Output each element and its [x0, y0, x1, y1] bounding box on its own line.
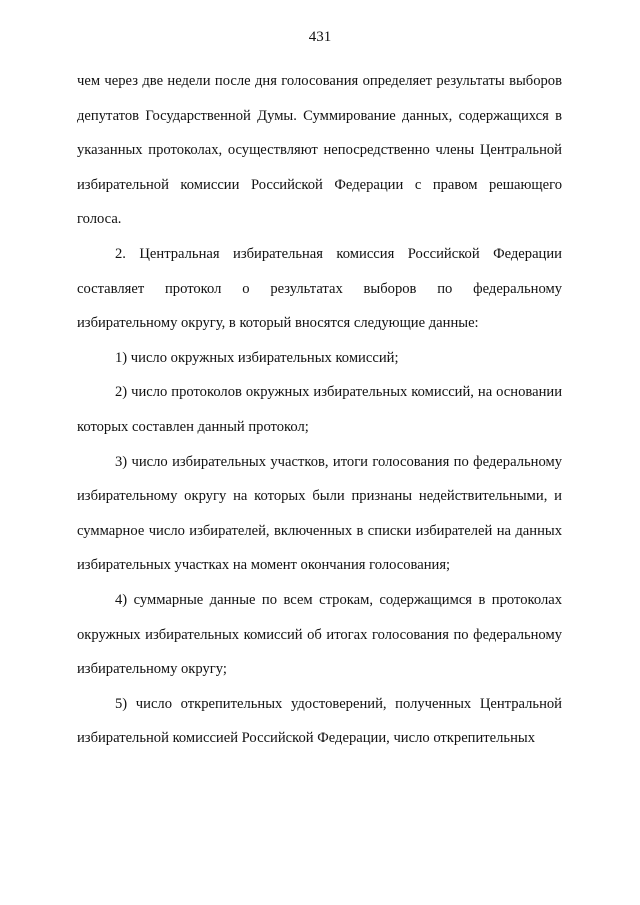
list-item-1: 1) число окружных избирательных комиссий;: [115, 349, 399, 366]
document-body: [77, 64, 562, 756]
list-item-2: 2) число протоколов окружных избирательных комиссий, на основании которых составлен данный протокол;: [77, 384, 562, 435]
paragraph-item-2: 2. Центральная избирательная комиссия Российской Федерации составляет протокол о результатах выборов по федеральному избирательному округу, в который вносятся следующие данные:: [77, 245, 562, 332]
page-number: 431: [308, 29, 332, 45]
list-item-5: 5) число открепительных удостоверений, полученных Центральной избирательной комиссией Российской Федерации, число открепительных: [77, 695, 562, 747]
list-item-3: 3) число избирательных участков, итоги голосования по федеральному избирательному округу на которых были признаны недействительными, и суммарное число избирателей, включенных в списки избирателей на данных избирательных участках на момент окончания голосования;: [77, 453, 562, 574]
list-item-4: 4) суммарные данные по всем строкам, содержащимся в протоколах окружных избирательных комиссий об итогах голосования по федеральному избирательному округу;: [77, 591, 562, 678]
paragraph-continuation: чем через две недели после дня голосования определяет результаты выборов депутатов Государственной Думы. Суммирование данных, содержащихся в указанных протоколах, осуществляют непосредственно члены Центральной избирательной комиссии Российской Федерации с правом решающего голоса.: [77, 73, 562, 228]
